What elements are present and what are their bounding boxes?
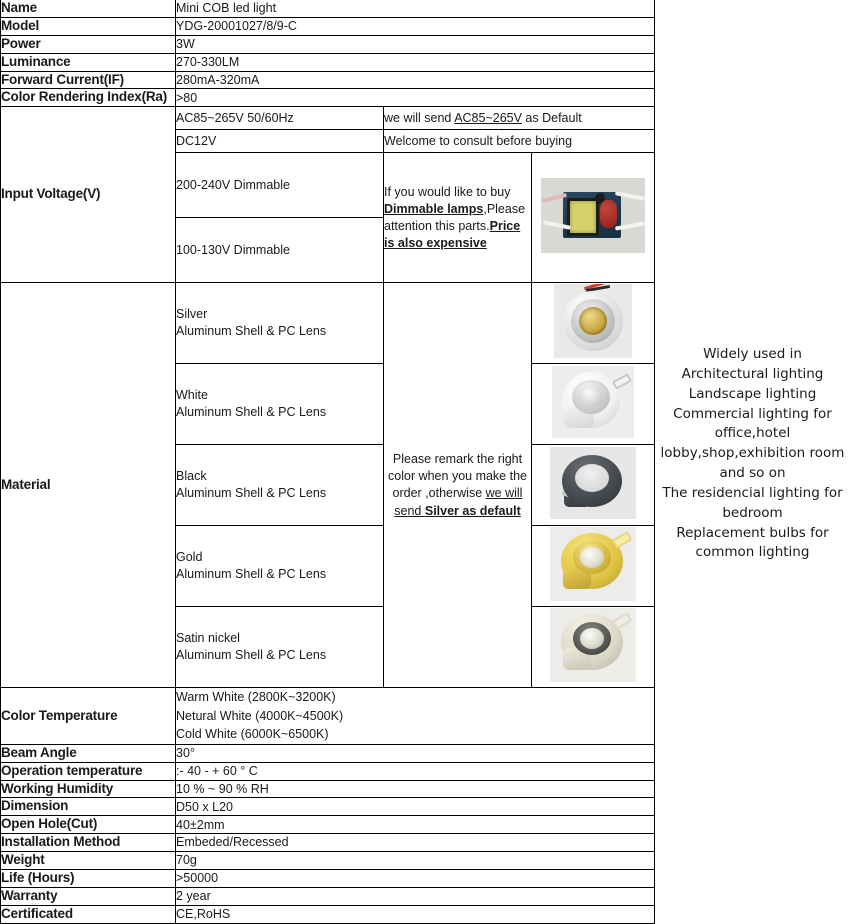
material-color-note: [384, 283, 532, 688]
row-label: Open Hole(Cut): [1, 816, 176, 834]
row-value: 2 year: [176, 887, 655, 905]
dimmable-note-line1: If you would like to buy: [384, 185, 511, 199]
material-variant-silver: [176, 283, 384, 364]
material-spec-text: Aluminum Shell & PC Lens: [176, 405, 327, 420]
row-label: Certificated: [1, 905, 176, 923]
color-temperature-line: Warm White (2800K~3200K): [176, 690, 336, 705]
led-driver-image-cell: [532, 153, 655, 283]
ac-note-suffix: as Default: [521, 110, 582, 125]
silver-lamp-image-cell: [532, 283, 655, 364]
row-label: Weight: [1, 852, 176, 870]
row-label: Power: [1, 35, 176, 53]
row-value: >80: [176, 89, 655, 107]
table-row: [1, 869, 655, 887]
ac-note-underline: AC85~265V: [454, 110, 522, 125]
row-value: 3W: [176, 35, 655, 53]
table-row: [1, 53, 655, 71]
satin-nickel-lamp-photo: [550, 608, 636, 682]
material-note-part1: Please remark the right color when you make the order ,otherwise: [388, 451, 527, 501]
dimmable-note-line3: ,Please attention this parts.: [384, 201, 526, 233]
white-lamp-image-cell: [532, 364, 655, 445]
color-temperature-label: Color Temperature: [1, 688, 176, 745]
table-row: [1, 905, 655, 923]
input-voltage-option: 100-130V Dimmable: [176, 218, 384, 283]
table-row: [1, 744, 655, 762]
row-label: Luminance: [1, 53, 176, 71]
table-row: [1, 887, 655, 905]
material-spec-text: Aluminum Shell & PC Lens: [176, 648, 327, 663]
usage-line: Landscape lighting: [688, 385, 817, 402]
material-variant-gold: [176, 526, 384, 607]
row-value: 40±2mm: [176, 816, 655, 834]
table-row: [1, 0, 655, 17]
table-row: [1, 35, 655, 53]
usage-line: Replacement bulbs for: [676, 524, 829, 541]
gold-lamp-photo: [550, 527, 636, 601]
row-label: Model: [1, 17, 176, 35]
material-variant-black: [176, 445, 384, 526]
material-row-silver: [1, 283, 655, 364]
row-label: Working Humidity: [1, 780, 176, 798]
material-spec-text: Aluminum Shell & PC Lens: [176, 324, 327, 339]
silver-lamp-photo: [554, 284, 632, 358]
table-row: [1, 780, 655, 798]
row-value: 10 % ~ 90 % RH: [176, 780, 655, 798]
material-color-name: Silver: [176, 306, 208, 321]
ac-note-prefix: we will send: [384, 110, 455, 125]
input-voltage-option: AC85~265V 50/60Hz: [176, 107, 384, 130]
material-label: Material: [1, 283, 176, 688]
row-label: Dimension: [1, 798, 176, 816]
usage-line: common lighting: [695, 544, 810, 561]
row-value: :- 40 - + 60 ° C: [176, 762, 655, 780]
color-temperature-line: Netural White (4000K~4500K): [176, 708, 344, 723]
input-voltage-dc-note: Welcome to consult before buying: [384, 130, 655, 153]
row-label: Forward Current(IF): [1, 71, 176, 89]
material-note-part2: we will send: [394, 486, 523, 518]
table-row: [1, 834, 655, 852]
row-label: Beam Angle: [1, 744, 176, 762]
row-label: Warranty: [1, 887, 176, 905]
row-label: Life (Hours): [1, 869, 176, 887]
input-voltage-option: 200-240V Dimmable: [176, 153, 384, 218]
satin-nickel-lamp-image-cell: [532, 607, 655, 688]
white-lamp-photo: [552, 366, 634, 438]
usage-line: Architectural lighting: [681, 365, 824, 382]
material-color-name: Satin nickel: [176, 630, 240, 645]
dimmable-note-line4: Price is also expensive: [384, 218, 521, 250]
usage-line: The residencial lighting for: [662, 484, 843, 501]
row-value: Embeded/Recessed: [176, 834, 655, 852]
row-value: 70g: [176, 852, 655, 870]
material-spec-text: Aluminum Shell & PC Lens: [176, 567, 327, 582]
table-row: [1, 852, 655, 870]
material-note-part3: Silver as default: [424, 503, 521, 518]
usage-line: lobby,shop,exhibition room: [660, 445, 845, 462]
table-row: [1, 798, 655, 816]
row-value: 270-330LM: [176, 53, 655, 71]
table-row: [1, 89, 655, 107]
table-row: [1, 762, 655, 780]
material-color-name: Black: [176, 468, 207, 483]
table-row: [1, 17, 655, 35]
input-voltage-row-ac: [1, 107, 655, 130]
table-row: [1, 816, 655, 834]
row-value: 280mA-320mA: [176, 71, 655, 89]
color-temperature-row: [1, 688, 655, 745]
row-value: 30°: [176, 744, 655, 762]
usage-line: bedroom: [722, 504, 783, 521]
black-lamp-photo: [550, 447, 636, 519]
material-variant-satin-nickel: [176, 607, 384, 688]
material-color-name: Gold: [176, 549, 203, 564]
row-value: CE,RoHS: [176, 905, 655, 923]
row-label: Color Rendering Index(Ra): [1, 89, 176, 107]
row-label: Operation temperature: [1, 762, 176, 780]
material-variant-white: [176, 364, 384, 445]
table-row: [1, 71, 655, 89]
color-temperature-line: Cold White (6000K~6500K): [176, 727, 329, 742]
material-color-name: White: [176, 387, 208, 402]
color-temperature-values: [176, 688, 655, 745]
dimmable-note-line2: Dimmable lamps: [384, 201, 484, 216]
usage-description: [655, 345, 850, 563]
row-value: >50000: [176, 869, 655, 887]
black-lamp-image-cell: [532, 445, 655, 526]
usage-line: Widely used in: [703, 346, 802, 362]
usage-line: and so on: [719, 465, 786, 482]
usage-line: Commercial lighting for: [673, 405, 832, 422]
gold-lamp-image-cell: [532, 526, 655, 607]
row-value: YDG-20001027/8/9-C: [176, 17, 655, 35]
material-spec-text: Aluminum Shell & PC Lens: [176, 486, 327, 501]
led-driver-photo: [541, 178, 645, 253]
dimmable-note: [384, 153, 532, 283]
row-value: D50 x L20: [176, 798, 655, 816]
row-value: Mini COB led light: [176, 0, 655, 17]
usage-line: office,hotel: [714, 425, 791, 442]
input-voltage-ac-note: [384, 107, 655, 130]
row-label: Installation Method: [1, 834, 176, 852]
input-voltage-label: Input Voltage(V): [1, 107, 176, 283]
input-voltage-option: DC12V: [176, 130, 384, 153]
row-label: Name: [1, 0, 176, 17]
